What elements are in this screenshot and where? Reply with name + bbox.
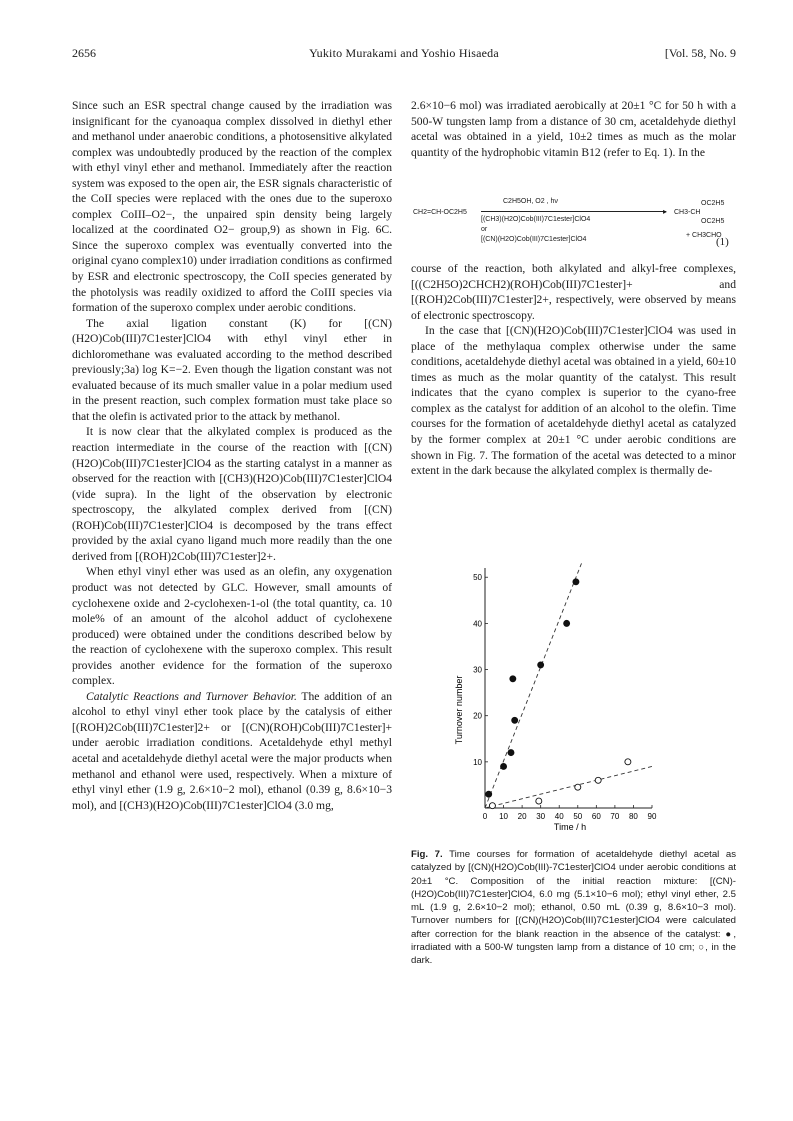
y-axis-label: Turnover number <box>454 675 464 745</box>
trend-line <box>485 563 581 808</box>
y-tick-label: 50 <box>473 573 482 583</box>
irradiated-point <box>501 763 507 769</box>
y-tick-label: 30 <box>473 665 482 675</box>
figure-caption <box>411 848 736 968</box>
y-tick-label: 20 <box>473 711 482 721</box>
trend-line <box>485 766 652 808</box>
section-paragraph <box>72 689 392 813</box>
irradiated-point <box>538 662 544 668</box>
x-tick-label: 40 <box>554 812 564 821</box>
paragraph: In the case that [(CN)(H2O)Cob(III)7C1ester]ClO4 was used in place of the methylaqua complex otherwise under the same conditions, acetaldehyde diethyl acetal was obtained in a yield, 60±10 times as much as the molar quantity of the catalyst. This result indicates that the cyano complex is superior to the cyano-free complex as the catalyst for addition of an alcohol to the olefin. Time courses for the formation of acetaldehyde diethyl acetal as catalyzed by the former complex at 20±1 °C under aerobic conditions are shown in Fig. 7. The formation of the acetal was detected to a minor extent in the dark because the alkylated complex is thermally de- <box>411 324 736 478</box>
eq-catalyst-2: [(CN)(H2O)Cob(III)7C1ester]ClO4 <box>481 236 587 243</box>
irradiated-point <box>573 579 579 585</box>
x-tick-label: 80 <box>628 812 638 821</box>
y-tick-label: 10 <box>473 757 482 767</box>
arrow-head-icon: ▸ <box>663 207 668 216</box>
section-title: Catalytic Reactions and Turnover Behavior. <box>86 689 297 703</box>
irradiated-point <box>508 750 514 756</box>
x-tick-label: 0 <box>482 812 488 821</box>
left-column <box>72 98 392 813</box>
x-tick-label: 70 <box>610 812 620 821</box>
eq-product-mid: CH3-CH <box>674 209 701 216</box>
turnover-chart <box>452 560 672 840</box>
right-column-mid <box>411 261 736 479</box>
volume-info: [Vol. 58, No. 9 <box>664 46 736 60</box>
eq-number: (1) <box>716 236 729 248</box>
eq-product-bot: OC2H5 <box>701 218 725 225</box>
y-tick-label: 40 <box>473 619 482 629</box>
page-header <box>72 46 736 64</box>
eq-arrow <box>481 211 666 212</box>
dark-point <box>625 759 631 765</box>
section-text: The addition of an alcohol to ethyl vinyl ether took place by the catalysis of either [(ROH)2Cob(III)7C1ester]2+ or [(CN)(ROH)Cob(III)7C1ester]+ under aerobic irradiation conditions. Acetaldehyde ethyl methyl acetal and acetaldehyde diethyl acetal were the major products when methanol and ethanol were used, respectively. When a mixture of ethyl vinyl ether (1.9 g, 2.6×10−2 mol), ethanol (0.39 g, 8.6×10−3 mol), and [(CH3)(H2O)Cob(III)7C1ester]ClO4 (3.0 mg, <box>72 689 392 812</box>
eq-conditions: C2H5OH, O2 , hν <box>503 198 558 205</box>
eq-byproduct: + CH3CHO <box>686 232 722 239</box>
caption-text: Time courses for formation of acetaldehyde diethyl acetal as catalyzed by [(CN)(H2O)Cob(III)-7C1ester]ClO4 under aerobic conditions at 20±1 °C. Composition of the initial reaction mixture: [(CN)-(H2O)Cob(III)7C1ester]ClO4, 6.0 mg (5.1×10−6 mol); ethyl vinyl ether, 2.5 mL (1.9 g, 2.6×10−2 mol); ethanol, 0.50 mL (0.39 g, 8.6×10−3 mol). Turnover numbers for [(CN)(H2O)Cob(III)7C1ester]ClO4 were calculated after correction for the blank reaction in the absence of the catalyst: ●, irradiated with a 500-W tungsten lamp from a distance of 10 cm; ○, in the dark. <box>411 849 737 967</box>
paragraph: Since such an ESR spectral change caused by the irradiation was insignificant for the cyanoaqua complex dissolved in diethyl ether and methanol under anaerobic conditions, a photosensitive alkylated complex was undoubtedly produced by the reaction of the complex with ethyl vinyl ether and methanol. Immediately after the reaction system was exposed to the open air, the ESR signals characteristic of the CoII species were replaced with the ones due to the superoxo complex CoIII–O2−, the unpaired spin density being largely localized at the coordinated O2− group,9) as shown in Fig. 6C. Since the superoxo complex was eventually converted into the original cyano complex10) under irradiation conditions as confirmed by ESR and electronic spectroscopy, the CoII species generated by the photolysis was readily oxidized to afford the CoIII species via formation of the superoxo complex under aerobic conditions. <box>72 99 392 315</box>
x-tick-label: 90 <box>647 812 657 821</box>
right-column-top <box>411 98 736 160</box>
irradiated-point <box>512 717 518 723</box>
irradiated-point <box>564 620 570 626</box>
x-axis-label: Time / h <box>553 822 587 832</box>
irradiated-point <box>486 791 492 797</box>
eq-product-top: OC2H5 <box>701 200 725 207</box>
paragraph: When ethyl vinyl ether was used as an olefin, any oxygenation product was not detected by GLC. However, small amounts of cyclohexene oxide and 2-cyclohexen-1-ol (the total quantity, ca. 10 mole% of an amount of the alcohol adduct of cyclohexene produced) were obtained under the conditions described below by the reaction of cyclohexene with the superoxo complex. This result provides another evidence for the formation of the superoxo complex. <box>72 565 392 688</box>
caption-label: Fig. 7. <box>411 849 443 860</box>
dark-point <box>595 777 601 783</box>
x-tick-label: 20 <box>517 812 527 821</box>
dark-point <box>489 803 495 809</box>
eq-reactant: CH2=CH-OC2H5 <box>413 209 467 216</box>
paragraph: It is now clear that the alkylated complex is produced as the reaction intermediate in the course of the reaction with [(CN)(H2O)Cob(III)7C1ester]ClO4 as the starting catalyst in a manner as observed for the reaction with [(CH3)(H2O)Cob(III)7C1ester]ClO4 (vide supra). In the light of the observation by electronic spectroscopy, the alkylated complex derived from [(CN)(ROH)Cob(III)7C1ester]ClO4 is decomposed by the trans effect provided by the axial cyano ligand much more readily than the one derived from [(ROH)2Cob(III)7C1ester]2+. <box>72 425 392 563</box>
paragraph: 2.6×10−6 mol) was irradiated aerobically at 20±1 °C for 50 h with a 500-W tungsten lamp from a distance of 30 cm, acetaldehyde diethyl acetal was obtained in a yield, 10±2 times as much as the molar quantity of the hydrophobic vitamin B12 (refer to Eq. 1). In the <box>411 99 736 159</box>
irradiated-point <box>510 676 516 682</box>
figure-7 <box>452 560 672 840</box>
eq-catalyst-1: [(CH3)(H2O)Cob(III)7C1ester]ClO4 <box>481 216 591 223</box>
x-tick-label: 10 <box>499 812 509 821</box>
eq-or: or <box>481 226 488 233</box>
x-tick-label: 30 <box>536 812 546 821</box>
x-tick-label: 50 <box>573 812 583 821</box>
dark-point <box>575 784 581 790</box>
chemical-equation <box>411 196 736 258</box>
paragraph: course of the reaction, both alkylated and alkyl-free complexes, [((C2H5O)2CHCH2)(ROH)Cob(III)7C1ester]+ and [(ROH)2Cob(III)7C1ester]2+, respectively, were observed by means of electronic spectroscopy. <box>411 262 736 322</box>
dark-point <box>536 798 542 804</box>
running-authors: Yukito Murakami and Yoshio Hisaeda <box>309 46 499 60</box>
paragraph: The axial ligation constant (K) for [(CN)(H2O)Cob(III)7C1ester]ClO4 with ethyl vinyl ether in dichloromethane was evaluated according to the method described previously;3a) log K=−2. Even though the ligation constant was not evaluated because of its much smaller value in a polar medium used in the present reaction, such complex formation must take place so that the olefin is activated prior to the attack by methanol. <box>72 316 392 423</box>
x-tick-label: 60 <box>591 812 601 821</box>
page-number: 2656 <box>72 46 96 60</box>
